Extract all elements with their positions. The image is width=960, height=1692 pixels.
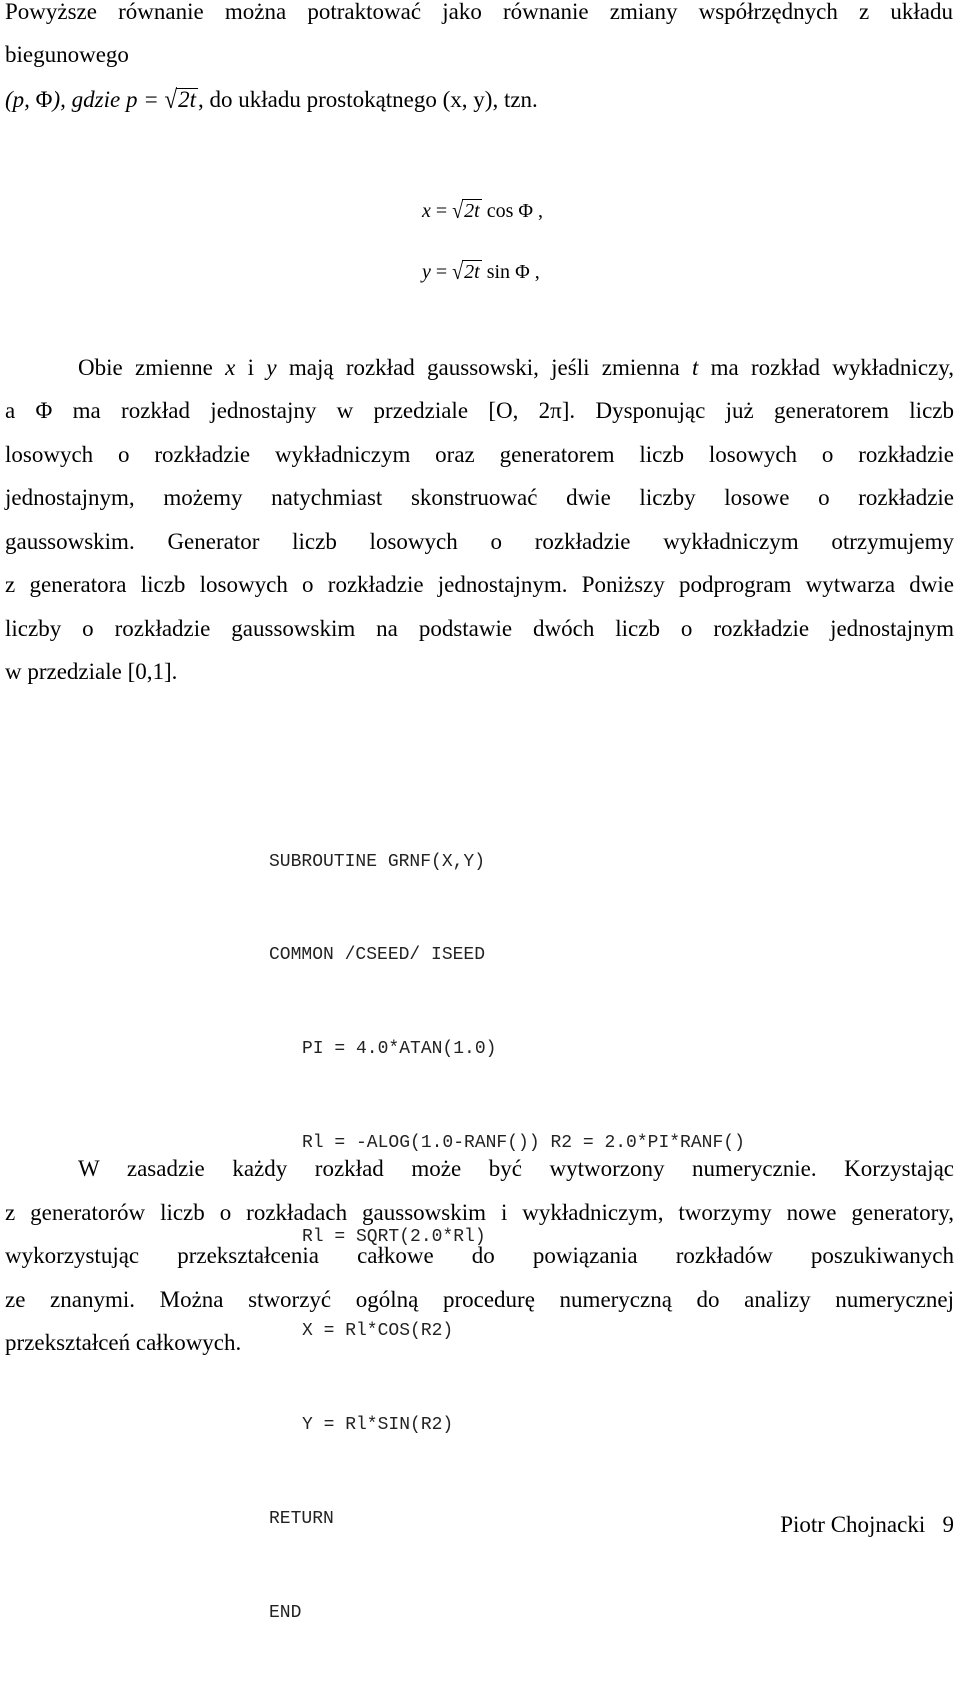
paragraph1-line-4: jednostajnym, możemy natychmiast skonstruować dwie liczby losowe o rozkładzie bbox=[5, 485, 954, 510]
paragraph1-line-6: z generatora liczb losowych o rozkładzie jednostajnym. Poniższy podprogram wytwarza dwie bbox=[5, 572, 954, 597]
code-line: COMMON /CSEED/ ISEED bbox=[269, 945, 486, 966]
code-line: Rl = SQRT(2.0*Rl) bbox=[302, 1227, 486, 1248]
intro-line-3: (p, Φ), gdzie p = √2t, do układu prostokątnego (x, y), tzn. bbox=[5, 85, 538, 114]
paragraph1-line-2: a Φ ma rozkład jednostajny w przedziale [O, 2π]. Dysponując już generatorem liczb bbox=[5, 398, 954, 423]
page-footer bbox=[780, 1511, 954, 1539]
footer-author: Piotr Chojnacki bbox=[780, 1512, 926, 1537]
code-line: Rl = -ALOG(1.0-RANF()) R2 = 2.0*PI*RANF() bbox=[302, 1133, 745, 1154]
sqrt-expression: √2t bbox=[452, 259, 480, 285]
equation-y: y = √2t sin Φ , bbox=[422, 259, 540, 285]
paragraph2-line-2: z generatorów liczb o rozkładach gaussowskim i wykładniczym, tworzymy nowe generatory, bbox=[5, 1200, 954, 1225]
code-line: END bbox=[269, 1602, 302, 1623]
paragraph1-line-3: losowych o rozkładzie wykładniczym oraz generatorem liczb losowych o rozkładzie bbox=[5, 442, 954, 467]
code-line: Y = Rl*SIN(R2) bbox=[302, 1414, 454, 1435]
sqrt-expression: √2t bbox=[452, 198, 480, 224]
paragraph1-line-7: liczby o rozkładzie gaussowskim na podstawie dwóch liczb o rozkładzie jednostajnym bbox=[5, 616, 954, 641]
page-number: 9 bbox=[942, 1512, 954, 1537]
code-block bbox=[269, 784, 745, 1692]
code-line: SUBROUTINE GRNF(X,Y) bbox=[269, 851, 486, 872]
paragraph1-line-8: w przedziale [0,1]. bbox=[5, 659, 178, 684]
phi-symbol: Φ bbox=[35, 87, 53, 112]
paragraph2-line-4: ze znanymi. Można stworzyć ogólną procedurę numeryczną do analizy numerycznej bbox=[5, 1287, 954, 1312]
sqrt-expression: √2t bbox=[164, 85, 196, 114]
paragraph2-line-3: wykorzystując przekształcenia całkowe do powiązania rozkładów poszukiwanych bbox=[5, 1243, 954, 1268]
code-line: PI = 4.0*ATAN(1.0) bbox=[302, 1039, 497, 1060]
intro-line-1: Powyższe równanie można potraktować jako równanie zmiany współrzędnych z układu bbox=[5, 0, 953, 24]
paragraph2-line-1: W zasadzie każdy rozkład może być wytworzony numerycznie. Korzystając bbox=[78, 1156, 954, 1181]
paragraph2-line-5: przekształceń całkowych. bbox=[5, 1330, 242, 1355]
paragraph1-line-5: gaussowskim. Generator liczb losowych o rozkładzie wykładniczym otrzymujemy bbox=[5, 529, 954, 554]
intro-line-2: biegunowego bbox=[5, 42, 129, 67]
code-line: RETURN bbox=[269, 1508, 334, 1529]
code-line: X = Rl*COS(R2) bbox=[302, 1321, 454, 1342]
equation-x: x = √2t cos Φ , bbox=[422, 198, 544, 224]
paragraph1-line-1: Obie zmienne x i y mają rozkład gaussowski, jeśli zmienna t ma rozkład wykładniczy, bbox=[78, 355, 954, 380]
